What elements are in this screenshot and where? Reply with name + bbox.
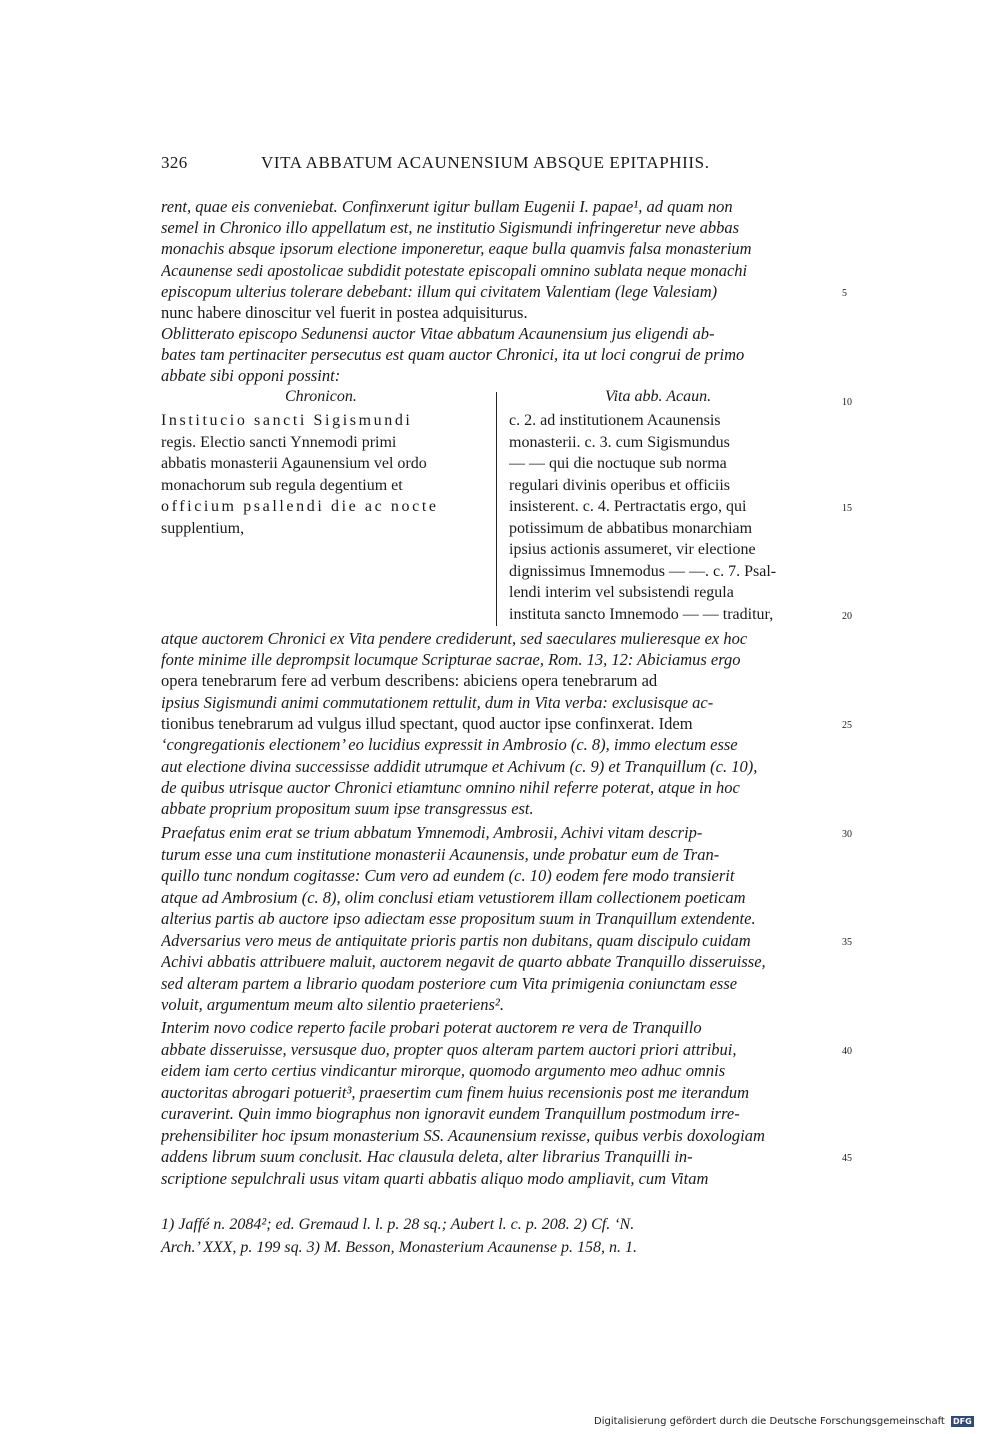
digitization-credit <box>594 1416 974 1427</box>
text-line: fonte minime ille deprompsit locumque Scripturae sacrae, Rom. 13, 12: Abiciamus ergo <box>161 650 741 669</box>
text-line: nunc habere dinoscitur vel fuerit in postea adquisiturus. <box>161 303 528 322</box>
line-number: 30 <box>842 829 852 840</box>
text-line: atque ad Ambrosium (c. 8), olim conclusi etiam vetustiorem illam collectionem poeticam <box>161 888 746 907</box>
text-line: abbate disseruisse, versusque duo, propter quos alteram partem auctori priori attribui, <box>161 1040 737 1059</box>
text-line: addens librum suum conclusit. Hac clausula deleta, alter librarius Tranquilli in- <box>161 1147 693 1166</box>
text-line: eidem iam certo certius vindicantur mirorque, quomodo argumento meo adhuc omnis <box>161 1061 726 1080</box>
text-line: atque auctorem Chronici ex Vita pendere crediderunt, sed saeculares mulieresque ex hoc <box>161 629 748 648</box>
text-line: Adversarius vero meus de antiquitate prioris partis non dubitans, quam discipulo cuidam <box>161 931 751 950</box>
left-column-line: regis. Electio sancti Ynnemodi primi <box>161 434 397 451</box>
text-line: ipsius Sigismundi animi commutationem rettulit, dum in Vita verba: exclusisque ac- <box>161 693 714 712</box>
dfg-logo: DFG <box>953 1417 972 1426</box>
right-column-line: potissimum de abbatibus monarchiam <box>509 520 753 537</box>
right-column-line: — — qui die noctuque sub norma <box>509 455 727 472</box>
text-line: Acaunense sedi apostolicae subdidit potestate episcopali omnino sublata neque monachi <box>161 261 748 280</box>
left-column-line: officium psallendi die ac nocte <box>161 498 439 515</box>
text-line: abbate sibi opponi possint: <box>161 366 341 385</box>
right-column-line: dignissimus Imnemodus — —. c. 7. Psal- <box>509 563 777 580</box>
text-line: de quibus utrisque auctor Chronici etiamtunc omnino nihil referre poterat, atque in hoc <box>161 778 740 797</box>
text-line: voluit, argumentum meum alto silentio praeteriens². <box>161 995 505 1014</box>
text-line: auctoritas abrogari potuerit³, praesertim cum finem huius recensionis post me iterandum <box>161 1083 750 1102</box>
text-line: quillo tunc nondum cogitasse: Cum vero ad eundem (c. 10) eodem fere modo transierit <box>161 866 735 885</box>
text-line: rent, quae eis conveniebat. Confinxerunt igitur bullam Eugenii I. papae¹, ad quam non <box>161 197 733 216</box>
footnote-line: 1) Jaffé n. 2084²; ed. Gremaud l. l. p. 28 sq.; Aubert l. c. p. 208. 2) Cf. ‘N. <box>161 1216 635 1233</box>
text-line: Praefatus enim erat se trium abbatum Ymnemodi, Ambrosii, Achivi vitam descrip- <box>161 823 703 842</box>
left-column-line: monachorum sub regula degentium et <box>161 477 403 494</box>
right-column-line: c. 2. ad institutionem Acaunensis <box>509 412 721 429</box>
line-number: 5 <box>842 288 847 299</box>
text-line: Interim novo codice reperto facile probari poterat auctorem re vera de Tranquillo <box>161 1018 702 1037</box>
line-number: 15 <box>842 503 852 514</box>
left-column-line: supplentium, <box>161 520 245 537</box>
text-line: episcopum ulterius tolerare debebant: illum qui civitatem Valentiam (lege Valesiam) <box>161 282 718 301</box>
left-column-heading: Chronicon. <box>285 388 357 405</box>
left-column-line: abbatis monasterii Agaunensium vel ordo <box>161 455 427 472</box>
text-line: tionibus tenebrarum ad vulgus illud spectant, quod auctor ipse confinxerat. Idem <box>161 714 693 733</box>
text-line: bates tam pertinaciter persecutus est quam auctor Chronici, ita ut loci congrui de primo <box>161 345 745 364</box>
text-line: abbate proprium propositum suum ipse transgressus est. <box>161 799 534 818</box>
text-line: curaverint. Quin immo biographus non ignoravit eundem Tranquillum postmodum irre- <box>161 1104 740 1123</box>
left-column-line: Institucio sancti Sigismundi <box>161 412 413 429</box>
credit-text: Digitalisierung gefördert durch die Deutsche Forschungsgemeinschaft <box>594 1416 945 1427</box>
footnote-line: Arch.’ XXX, p. 199 sq. 3) M. Besson, Monasterium Acaunense p. 158, n. 1. <box>161 1239 637 1256</box>
text-line: opera tenebrarum fere ad verbum describens: abiciens opera tenebrarum ad <box>161 671 658 690</box>
line-number: 45 <box>842 1153 852 1164</box>
right-column-line: regulari divinis operibus et officiis <box>509 477 730 494</box>
text-line: turum esse una cum institutione monasterii Acaunensis, unde probatur eum de Tran- <box>161 845 720 864</box>
right-column-line: insisterent. c. 4. Pertractatis ergo, qui <box>509 498 747 515</box>
text-line: Oblitterato episcopo Sedunensi auctor Vitae abbatum Acaunensium jus eligendi ab- <box>161 324 715 343</box>
running-title: VITA ABBATUM ACAUNENSIUM ABSQUE EPITAPHIIS. <box>261 153 710 172</box>
line-number: 25 <box>842 720 852 731</box>
line-number: 10 <box>842 397 852 408</box>
line-number: 35 <box>842 937 852 948</box>
right-column-line: ipsius actionis assumeret, vir electione <box>509 541 756 558</box>
text-line: ‘congregationis electionem’ eo lucidius expressit in Ambrosio (c. 8), immo electum esse <box>161 735 738 754</box>
text-line: aut electione divina successisse addidit utrumque et Achivum (c. 9) et Tranquillum (c. 10), <box>161 757 758 776</box>
text-line: prehensibiliter hoc ipsum monasterium SS. Acaunensium rexisse, quibus verbis doxologiam <box>161 1126 765 1145</box>
right-column-line: instituta sancto Imnemodo — — traditur, <box>509 606 774 623</box>
text-line: Achivi abbatis attribuere maluit, auctorem negavit de quarto abbate Tranquillo disseruisse, <box>161 952 766 971</box>
text-line: sed alteram partem a librario quodam posteriore cum Vita primigenia coniunctam esse <box>161 974 738 993</box>
text-line: scriptione sepulchrali usus vitam quarti abbatis aliquo modo ampliavit, cum Vitam <box>161 1169 709 1188</box>
text-line: semel in Chronico illo appellatum est, ne institutio Sigismundi infringeretur neve abbas <box>161 218 740 237</box>
right-column-line: lendi interim vel subsistendi regula <box>509 584 734 601</box>
line-number: 20 <box>842 611 852 622</box>
column-divider <box>496 392 497 626</box>
page-number: 326 <box>161 153 188 172</box>
text-line: alterius partis ab auctore ipso adiectam esse propositum suum in Tranquillum extendente. <box>161 909 756 928</box>
right-column-heading: Vita abb. Acaun. <box>605 388 712 405</box>
line-number: 40 <box>842 1046 852 1057</box>
right-column-line: monasterii. c. 3. cum Sigismundus <box>509 434 730 451</box>
text-line: monachis absque ipsorum electione imponeretur, eaque bulla quamvis falsa monasterium <box>161 239 752 258</box>
